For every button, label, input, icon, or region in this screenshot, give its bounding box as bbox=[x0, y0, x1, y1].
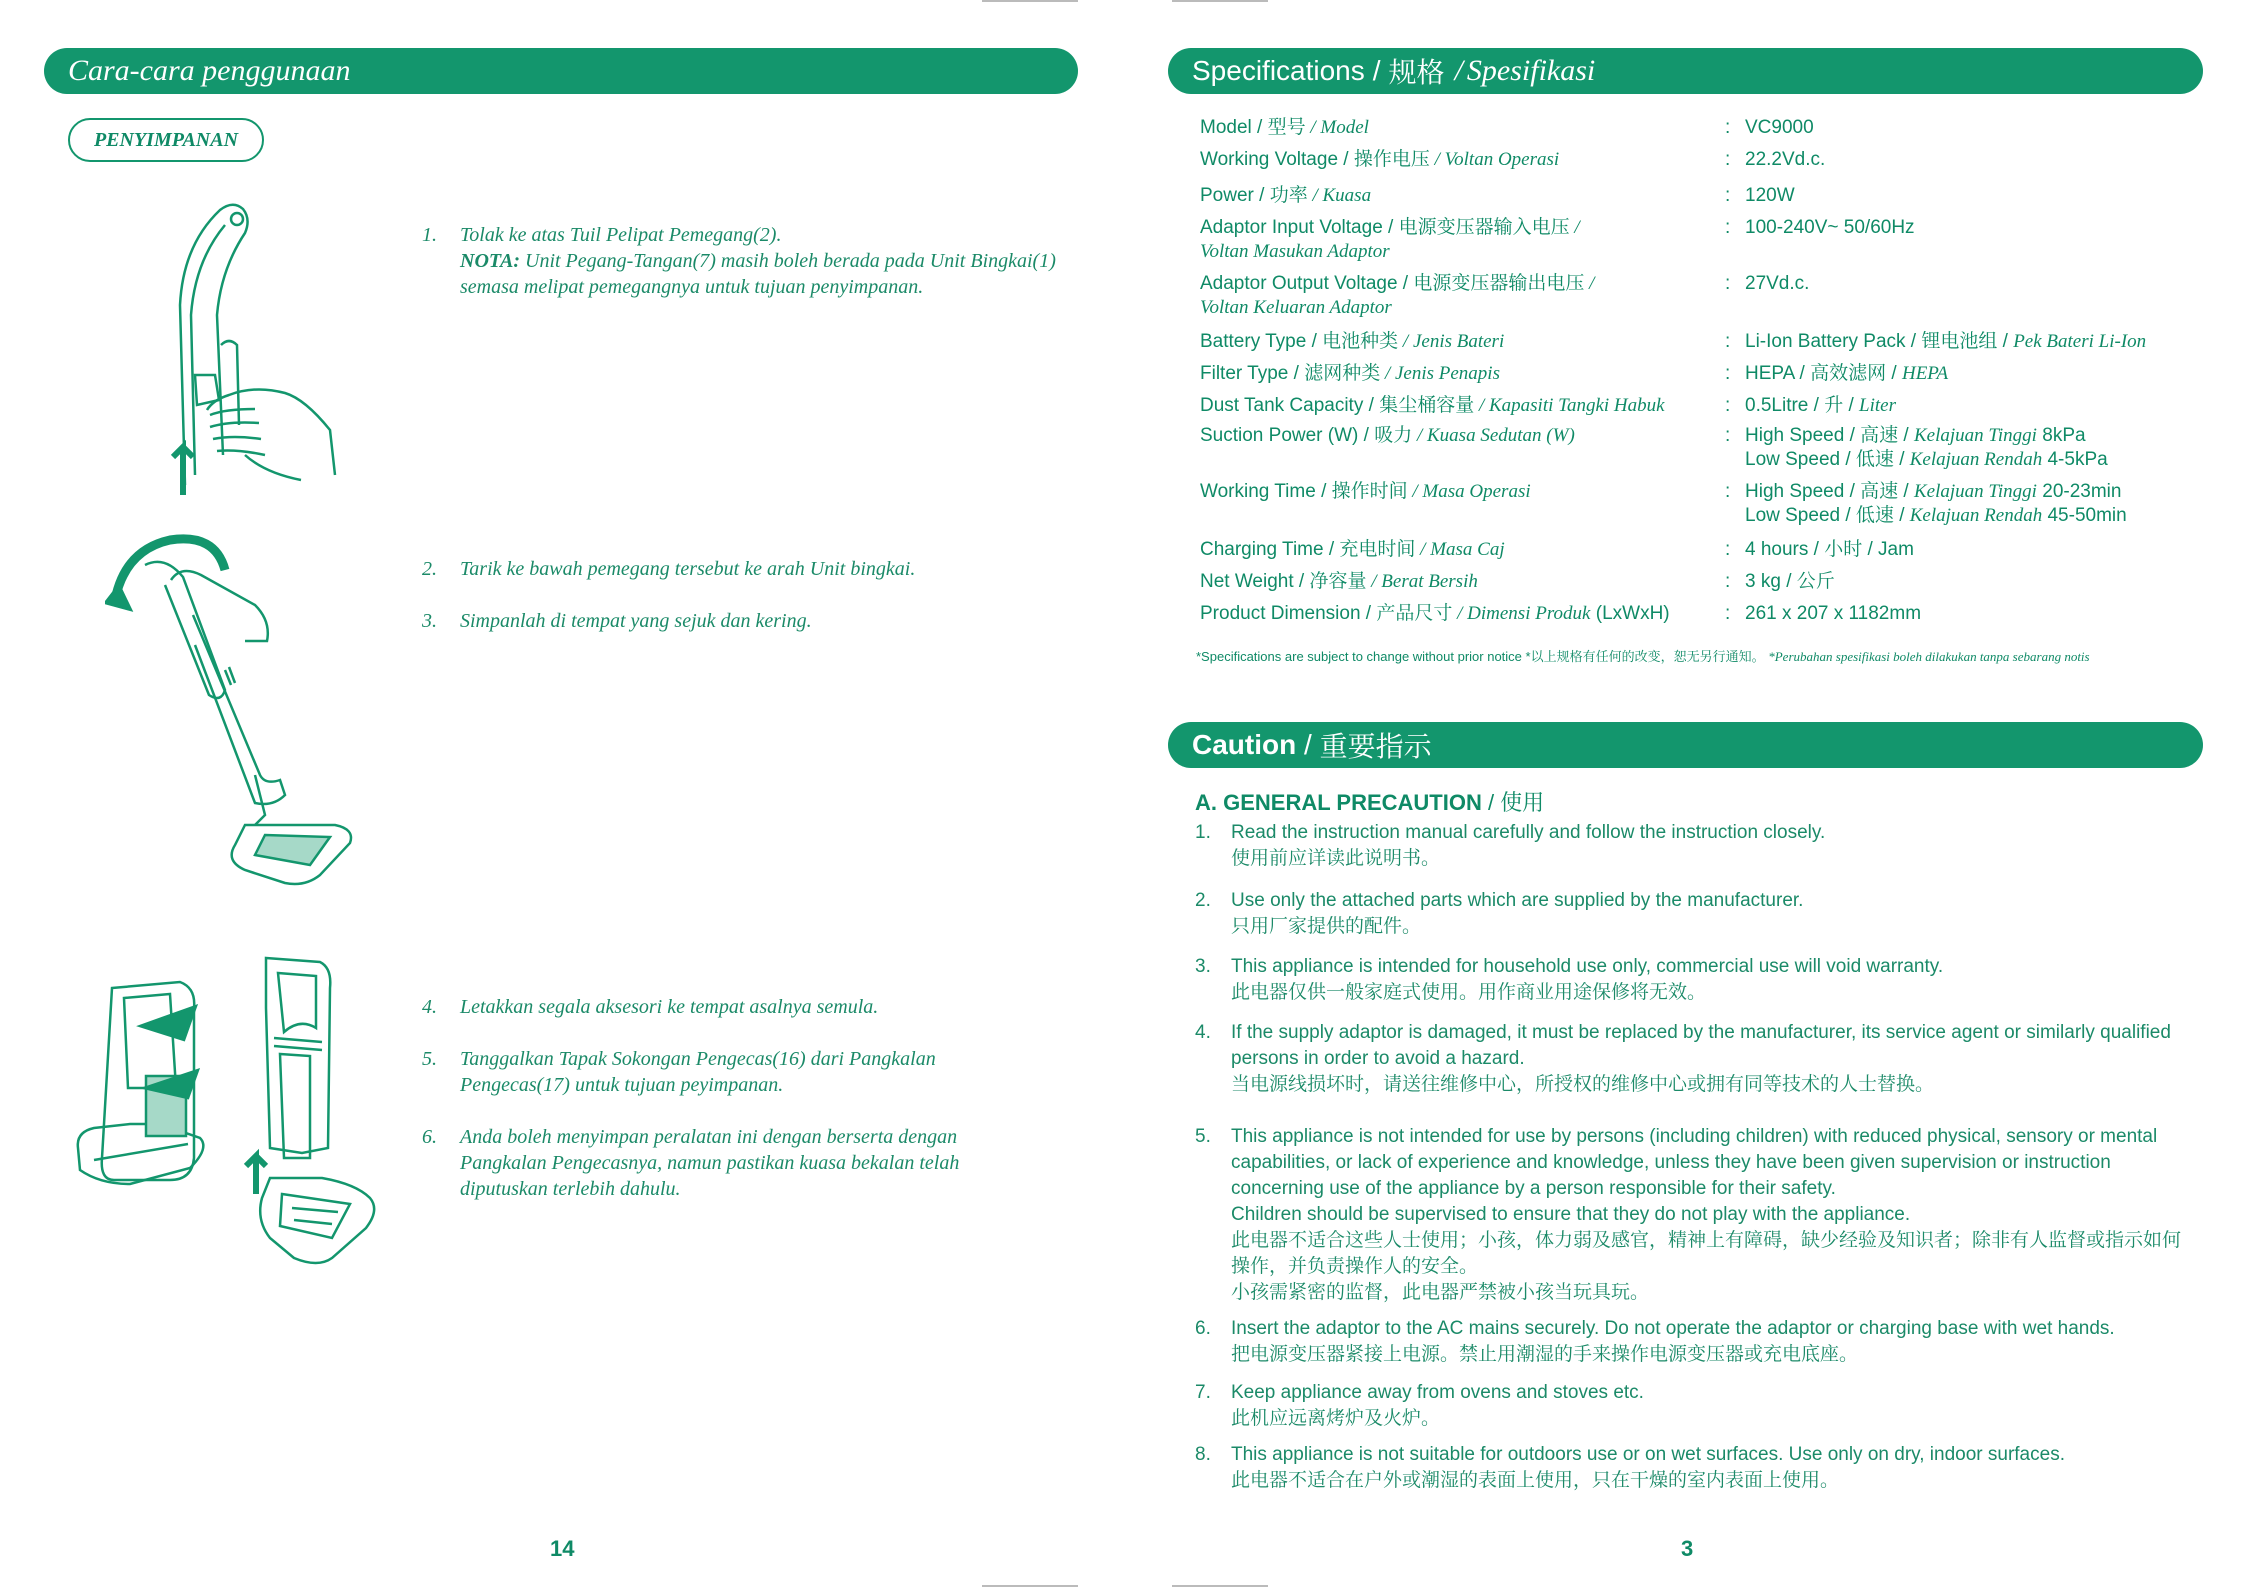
caution-text-cn: 此电器不适合这些人士使用；小孩，体力弱及感官，精神上有障碍，缺少经验及知识者；除非有人监督或指示如何操作，并负责操作人的安全。 bbox=[1231, 1230, 2182, 1277]
caution-text-cn: 当电源线损坏时，请送往维修中心，所授权的维修中心或拥有同等技术的人士替换。 bbox=[1231, 1074, 1935, 1095]
spec-value: Li-Ion Battery Pack / 锂电池组 / Pek Bateri Li-Ion bbox=[1745, 331, 2147, 352]
caution-header-banner bbox=[1168, 722, 2203, 768]
spec-label: Net Weight / 净容量 / Berat Bersih bbox=[1200, 571, 1478, 592]
caution-number: 4. bbox=[1195, 1022, 1211, 1043]
spec-value: 100-240V~ 50/60Hz bbox=[1745, 217, 1915, 238]
spec-value: High Speed / 高速 / Kelajuan Tinggi 20-23min Low Speed / 低速 / Kelajuan Rendah 45-50min bbox=[1745, 481, 2127, 526]
fold-handle-illustration bbox=[125, 195, 345, 495]
spec-value: 22.2Vd.c. bbox=[1745, 149, 1826, 170]
footnote-en: *Specifications are subject to change without prior notice bbox=[1196, 649, 1522, 664]
caution-number: 3. bbox=[1195, 956, 1211, 977]
caution-item bbox=[1195, 1442, 2185, 1494]
caution-text-en: Children should be supervised to ensure that they do not play with the appliance. bbox=[1231, 1204, 1911, 1225]
caution-number: 8. bbox=[1195, 1444, 1211, 1465]
caution-text-cn: 小孩需紧密的监督，此电器严禁被小孩当玩具玩。 bbox=[1231, 1282, 1650, 1303]
caution-number: 2. bbox=[1195, 890, 1211, 911]
caution-text-en: This appliance is intended for household use only, commercial use will void warranty. bbox=[1231, 956, 1944, 977]
step-number: 2. bbox=[422, 558, 437, 580]
spec-colon: : bbox=[1725, 571, 1731, 592]
footnote-cn: *以上规格有任何的改变，恕无另行通知。 bbox=[1525, 649, 1765, 664]
spec-colon: : bbox=[1725, 217, 1731, 238]
spec-value: VC9000 bbox=[1745, 117, 1814, 138]
step-3 bbox=[422, 608, 1062, 634]
step-text: Tanggalkan Tapak Sokongan Pengecas(16) dari Pangkalan Pengecas(17) untuk tujuan peyimpanan. bbox=[460, 1048, 936, 1096]
note-text: Unit Pegang-Tangan(7) masih boleh berada pada Unit Bingkai(1) semasa melipat pemegangnya untuk tujuan penyimpanan. bbox=[460, 250, 1056, 298]
spec-title-ms: Spesifikasi bbox=[1466, 54, 1596, 87]
spec-colon: : bbox=[1725, 149, 1731, 170]
general-precaution-label: A. GENERAL PRECAUTION bbox=[1195, 790, 1482, 815]
spec-value: High Speed / 高速 / Kelajuan Tinggi 8kPa Low Speed / 低速 / Kelajuan Rendah 4-5kPa bbox=[1745, 425, 2108, 470]
note-label: NOTA: bbox=[460, 250, 520, 272]
caution-item bbox=[1195, 1316, 2185, 1368]
spec-title-en: Specifications bbox=[1192, 55, 1365, 86]
caution-text-en: Use only the attached parts which are supplied by the manufacturer. bbox=[1231, 890, 1804, 911]
step-6 bbox=[422, 1124, 1022, 1202]
specifications-header-banner bbox=[1168, 48, 2203, 94]
caution-text-cn: 只用厂家提供的配件。 bbox=[1231, 916, 1422, 937]
spec-label: Working Time / 操作时间 / Masa Operasi bbox=[1200, 481, 1531, 502]
spec-label: Power / 功率 / Kuasa bbox=[1200, 185, 1372, 206]
spec-title-cn: 规格 bbox=[1388, 57, 1445, 88]
step-text: Tolak ke atas Tuil Pelipat Pemegang(2). bbox=[460, 224, 782, 246]
caution-number: 5. bbox=[1195, 1126, 1211, 1147]
spec-label: Battery Type / 电池种类 / Jenis Bateri bbox=[1200, 331, 1505, 352]
caution-item bbox=[1195, 1124, 2185, 1306]
left-page bbox=[0, 0, 1122, 1587]
usage-header-title: Cara-cara penggunaan bbox=[68, 54, 351, 87]
general-precaution-heading bbox=[1195, 786, 1544, 817]
spec-colon: : bbox=[1725, 331, 1731, 352]
page-number-left: 14 bbox=[550, 1536, 575, 1561]
caution-text-en: Keep appliance away from ovens and stoves etc. bbox=[1231, 1382, 1644, 1403]
spec-value: 4 hours / 小时 / Jam bbox=[1745, 539, 1914, 560]
caution-text-en: Read the instruction manual carefully and follow the instruction closely. bbox=[1231, 822, 1826, 843]
step-5 bbox=[422, 1046, 1002, 1098]
caution-text-en: If the supply adaptor is damaged, it must be replaced by the manufacturer, its service agent or similarly qualified persons in order to avoid a hazard. bbox=[1231, 1022, 2171, 1069]
spec-label: Model / 型号 / Model bbox=[1200, 117, 1369, 138]
caution-text-cn: 此电器不适合在户外或潮湿的表面上使用，只在干燥的室内表面上使用。 bbox=[1231, 1470, 1840, 1491]
step-text: Simpanlah di tempat yang sejuk dan kering. bbox=[460, 610, 812, 632]
spec-colon: : bbox=[1725, 425, 1731, 446]
spec-value: 3 kg / 公斤 bbox=[1745, 571, 1835, 592]
caution-number: 7. bbox=[1195, 1382, 1211, 1403]
spec-colon: : bbox=[1725, 395, 1731, 416]
spec-label: Product Dimension / 产品尺寸 / Dimensi Produk (LxWxH) bbox=[1200, 603, 1670, 624]
spec-colon: : bbox=[1725, 481, 1731, 502]
step-text: Anda boleh menyimpan peralatan ini dengan berserta dengan Pangkalan Pengecasnya, namun pastikan kuasa bekalan telah diputuskan terlebih dahulu. bbox=[460, 1126, 960, 1200]
spec-colon: : bbox=[1725, 539, 1731, 560]
spec-colon: : bbox=[1725, 185, 1731, 206]
spec-label: Dust Tank Capacity / 集尘桶容量 / Kapasiti Tangki Habuk bbox=[1200, 395, 1665, 416]
caution-text-en: Insert the adaptor to the AC mains securely. Do not operate the adaptor or charging base with wet hands. bbox=[1231, 1318, 2115, 1339]
spec-colon: : bbox=[1725, 603, 1731, 624]
caution-item bbox=[1195, 888, 2185, 940]
spec-value: HEPA / 高效滤网 / HEPA bbox=[1745, 363, 1949, 384]
separator: / bbox=[1372, 55, 1381, 86]
page-number-right: 3 bbox=[1681, 1536, 1694, 1561]
caution-text-cn: 使用前应详读此说明书。 bbox=[1231, 848, 1441, 869]
spec-colon: : bbox=[1725, 363, 1731, 384]
fold-down-illustration bbox=[105, 525, 365, 905]
general-precaution-cn: / 使用 bbox=[1481, 790, 1545, 815]
step-number: 3. bbox=[422, 610, 437, 632]
crop-mark bbox=[1172, 0, 1268, 2]
caution-text-en: This appliance is not intended for use by persons (including children) with reduced physical, sensory or mental capabilities, or lack of experience and knowledge, unless they have been given supervision or instruction concerning use of the appliance by a person responsible for their safety. bbox=[1231, 1126, 2158, 1199]
spec-label: Filter Type / 滤网种类 / Jenis Penapis bbox=[1200, 363, 1500, 384]
caution-text-cn: 此机应远离烤炉及火炉。 bbox=[1231, 1408, 1441, 1429]
step-text: Tarik ke bawah pemegang tersebut ke arah Unit bingkai. bbox=[460, 558, 916, 580]
step-1 bbox=[422, 222, 1062, 300]
caution-item bbox=[1195, 1380, 2185, 1432]
caution-item bbox=[1195, 954, 2185, 1006]
step-number: 6. bbox=[422, 1126, 437, 1148]
step-number: 1. bbox=[422, 224, 437, 246]
step-text: Letakkan segala aksesori ke tempat asalnya semula. bbox=[460, 996, 879, 1018]
spec-colon: : bbox=[1725, 273, 1731, 294]
caution-number: 6. bbox=[1195, 1318, 1211, 1339]
caution-text-cn: 把电源变压器紧接上电源。禁止用潮湿的手来操作电源变压器或充电底座。 bbox=[1231, 1344, 1859, 1365]
spec-label: Adaptor Output Voltage / 电源变压器输出电压 / Voltan Keluaran Adaptor bbox=[1200, 273, 1595, 318]
caution-item bbox=[1195, 820, 2185, 872]
step-2 bbox=[422, 556, 1062, 582]
spec-label: Charging Time / 充电时间 / Masa Caj bbox=[1200, 539, 1505, 560]
separator: / bbox=[1454, 54, 1463, 87]
footnote-ms: *Perubahan spesifikasi boleh dilakukan tanpa sebarang notis bbox=[1768, 649, 2090, 664]
spec-label: Working Voltage / 操作电压 / Voltan Operasi bbox=[1200, 149, 1560, 170]
spec-value: 261 x 207 x 1182mm bbox=[1745, 603, 1922, 624]
caution-title-en: Caution bbox=[1192, 729, 1297, 760]
usage-header-banner bbox=[44, 48, 1078, 94]
caution-title-cn: 重要指示 bbox=[1319, 731, 1432, 762]
accessory-storage-illustration bbox=[70, 948, 390, 1266]
spec-label: Suction Power (W) / 吸力 / Kuasa Sedutan (W) bbox=[1200, 425, 1575, 446]
spec-value: 0.5Litre / 升 / Liter bbox=[1745, 395, 1896, 416]
spec-value: 120W bbox=[1745, 185, 1795, 206]
separator: / bbox=[1296, 729, 1320, 760]
spec-footnote bbox=[1196, 646, 2196, 665]
step-4 bbox=[422, 994, 1062, 1020]
spec-colon: : bbox=[1725, 117, 1731, 138]
crop-mark bbox=[982, 0, 1078, 2]
spec-label: Adaptor Input Voltage / 电源变压器输入电压 / Voltan Masukan Adaptor bbox=[1200, 217, 1580, 262]
step-number: 4. bbox=[422, 996, 437, 1018]
caution-text-cn: 此电器仅供一般家庭式使用。用作商业用途保修将无效。 bbox=[1231, 982, 1707, 1003]
caution-text-en: This appliance is not suitable for outdoors use or on wet surfaces. Use only on dry, indoor surfaces. bbox=[1231, 1444, 2065, 1465]
caution-item bbox=[1195, 1020, 2185, 1098]
caution-number: 1. bbox=[1195, 822, 1211, 843]
spec-value: 27Vd.c. bbox=[1745, 273, 1810, 294]
storage-section-pill: PENYIMPANAN bbox=[68, 118, 264, 162]
step-number: 5. bbox=[422, 1048, 437, 1070]
